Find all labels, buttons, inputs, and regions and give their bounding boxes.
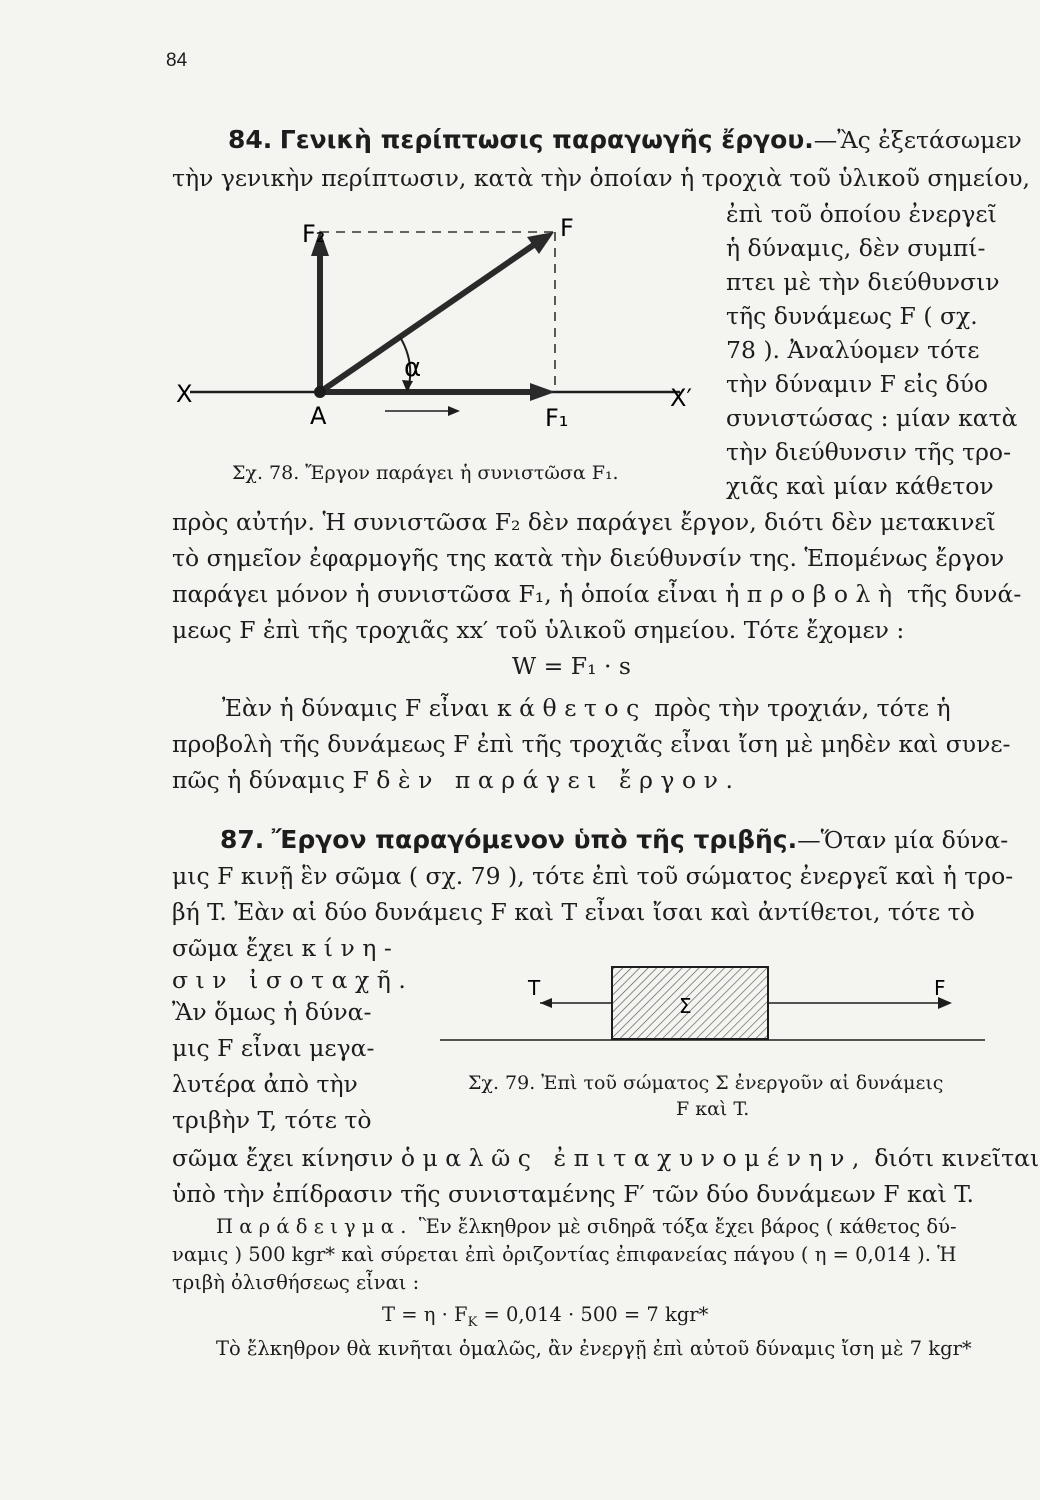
text-span: σῶμα ἔχει bbox=[172, 934, 295, 962]
paragraph-line: ἡ δύναμις, δὲν συμπί- bbox=[726, 234, 986, 262]
paragraph-line: τὸ σημεῖον ἐφαρμογῆς της κατὰ τὴν διεύθυνσίν της. Ἑπομένως ἔργον bbox=[172, 544, 1005, 572]
text-span: σῶμα ἔχει κίνησιν bbox=[172, 1144, 394, 1172]
label-t: T bbox=[528, 976, 541, 1000]
example-label: Παράδειγμα. bbox=[216, 1215, 413, 1238]
label-sigma: Σ bbox=[679, 994, 692, 1018]
figure-79-caption-line-2: F καὶ T. bbox=[676, 1098, 750, 1120]
paragraph-line bbox=[172, 930, 399, 966]
vector-f1-arrowhead bbox=[530, 383, 555, 401]
text-span: πῶς ἡ δύναμις F bbox=[172, 766, 369, 794]
paragraph-line: τὴν διεύθυνσιν τῆς τρο- bbox=[726, 438, 1012, 466]
example-line: Τὸ ἔλκηθρον θὰ κινῆται ὁμαλῶς, ἂν ἐνεργῇ ἐπὶ αὐτοῦ δύναμις ἴση μὲ 7 kgr* bbox=[216, 1337, 972, 1360]
paragraph-line: τριβὴν T, τότε τὸ bbox=[172, 1106, 372, 1134]
section-84-title: Γενικὴ περίπτωσις παραγωγῆς ἔργου. bbox=[279, 125, 814, 154]
text-span: παράγει μόνον ἡ συνιστῶσα F₁, ἡ ὁποία εἶναι ἡ bbox=[172, 580, 740, 608]
text-span: Ἓν ἔλκηθρον μὲ σιδηρᾶ τόξα ἔχει βάρος ( κάθετος δύ- bbox=[418, 1215, 957, 1238]
vector-f bbox=[320, 242, 538, 392]
paragraph-line: Ἂν ὅμως ἡ δύνα- bbox=[172, 998, 372, 1026]
paragraph-line bbox=[172, 962, 413, 998]
motion-arrow-head bbox=[448, 406, 460, 416]
formula-subscript: K bbox=[467, 1314, 478, 1330]
label-x: X bbox=[176, 380, 193, 408]
force-t-arrowhead bbox=[540, 998, 552, 1008]
section-84-number: 84. bbox=[228, 125, 273, 154]
example-line bbox=[216, 1214, 957, 1240]
section-84-heading-line bbox=[228, 122, 1022, 158]
paragraph-line: πτει μὲ τὴν διεύθυνσιν bbox=[726, 268, 1000, 296]
label-f1: F₁ bbox=[545, 404, 569, 432]
section-87-title: Ἔργον παραγόμενον ὑπὸ τῆς τριβῆς. bbox=[271, 825, 798, 854]
point-a bbox=[314, 386, 326, 398]
paragraph-line: μις F εἶναι μεγα- bbox=[172, 1034, 375, 1062]
text-span: τῆς δυνά- bbox=[907, 580, 1022, 608]
paragraph-line: τῆς δυνάμεως F ( σχ. bbox=[726, 302, 978, 330]
paragraph-line: ὑπὸ τὴν ἐπίδρασιν τῆς συνισταμένης F′ τῶν δύο δυνάμεων F καὶ T. bbox=[172, 1180, 974, 1208]
spaced-text: κάθετος bbox=[496, 694, 647, 722]
paragraph-line: τὴν γενικὴν περίπτωσιν, κατὰ τὴν ὁποίαν ἡ τροχιὰ τοῦ ὑλικοῦ σημείου, bbox=[172, 164, 1031, 192]
label-x-prime: X′ bbox=[670, 384, 692, 412]
label-alpha: α bbox=[404, 353, 422, 383]
text-span: πρὸς τὴν τροχιάν, τότε ἡ bbox=[654, 694, 951, 722]
section-87-number: 87. bbox=[220, 825, 265, 854]
spaced-text: ὁμαλῶς ἐπιταχυνομένην, bbox=[400, 1144, 867, 1172]
paragraph-line: τὴν δύναμιν F εἰς δύο bbox=[726, 370, 989, 398]
paragraph-line bbox=[172, 576, 1021, 612]
section-87-heading-line bbox=[220, 822, 1008, 858]
paragraph-line: μις F κινῇ ἓν σῶμα ( σχ. 79 ), τότε ἐπὶ τοῦ σώματος ἐνεργεῖ καὶ ἡ τρο- bbox=[172, 862, 1014, 890]
example-formula bbox=[382, 1302, 708, 1336]
vector-f-arrowhead bbox=[527, 232, 554, 254]
formula-part: = 0,014 · 500 = 7 kgr* bbox=[477, 1303, 709, 1326]
paragraph-line bbox=[172, 762, 740, 798]
section-87-intro: —Ὅταν μία δύνα- bbox=[797, 826, 1009, 854]
example-line: τριβὴ ὀλισθήσεως εἶναι : bbox=[172, 1271, 420, 1294]
paragraph-line: 78 ). Ἀναλύομεν τότε bbox=[726, 336, 980, 364]
figure-79 bbox=[440, 955, 1010, 1050]
label-a: A bbox=[310, 402, 327, 430]
formula-part: T = η · F bbox=[382, 1303, 468, 1326]
paragraph-line: προβολὴ τῆς δυνάμεως F ἐπὶ τῆς τροχιᾶς εἶναι ἴση μὲ μηδὲν καὶ συνε- bbox=[172, 730, 1011, 758]
paragraph-line: χιᾶς καὶ μίαν κάθετον bbox=[726, 472, 994, 500]
spaced-text: δὲν παράγει ἔργον. bbox=[376, 766, 741, 794]
spaced-text: κίνη- bbox=[301, 934, 400, 962]
spaced-text: σιν ἰσοταχῆ. bbox=[172, 966, 414, 994]
paragraph-line: ἐπὶ τοῦ ὁποίου ἐνεργεῖ bbox=[726, 200, 997, 228]
paragraph-line: συνιστώσας : μίαν κατὰ bbox=[726, 404, 1018, 432]
page-number: 84 bbox=[166, 50, 188, 71]
example-line: ναμις ) 500 kgr* καὶ σύρεται ἐπὶ ὀριζοντίας ἐπιφανείας πάγου ( η = 0,014 ). Ἡ bbox=[172, 1243, 957, 1266]
text-span: Ἐὰν ἡ δύναμις F εἶναι bbox=[222, 694, 490, 722]
figure-78-caption: Σχ. 78. Ἔργον παράγει ἡ συνιστῶσα F₁. bbox=[232, 462, 619, 484]
section-84-intro: —Ἂς ἐξετάσωμεν bbox=[813, 126, 1022, 154]
spaced-text: προβολὴ bbox=[746, 580, 900, 608]
label-f: F bbox=[560, 214, 574, 242]
paragraph-line bbox=[222, 690, 951, 726]
label-f2: F₂ bbox=[302, 220, 326, 248]
formula-work: W = F₁ · s bbox=[512, 652, 631, 680]
paragraph-line bbox=[172, 1140, 1039, 1176]
figure-78 bbox=[170, 212, 715, 482]
figure-79-caption-line-1: Σχ. 79. Ἐπὶ τοῦ σώματος Σ ἐνεργοῦν αἱ δυνάμεις bbox=[468, 1072, 944, 1094]
paragraph-line: μεως F ἐπὶ τῆς τροχιᾶς xx′ τοῦ ὑλικοῦ σημείου. Τότε ἔχομεν : bbox=[172, 616, 905, 644]
text-span: διότι κινεῖται bbox=[874, 1144, 1040, 1172]
label-f: F bbox=[934, 976, 946, 1000]
paragraph-line: λυτέρα ἀπὸ τὴν bbox=[172, 1070, 358, 1098]
paragraph-line: βή T. Ἐὰν αἱ δύο δυνάμεις F καὶ T εἶναι ἴσαι καὶ ἀντίθετοι, τότε τὸ bbox=[172, 898, 975, 926]
paragraph-line: πρὸς αὐτήν. Ἡ συνιστῶσα F₂ δὲν παράγει ἔργον, διότι δὲν μετακινεῖ bbox=[172, 508, 996, 536]
